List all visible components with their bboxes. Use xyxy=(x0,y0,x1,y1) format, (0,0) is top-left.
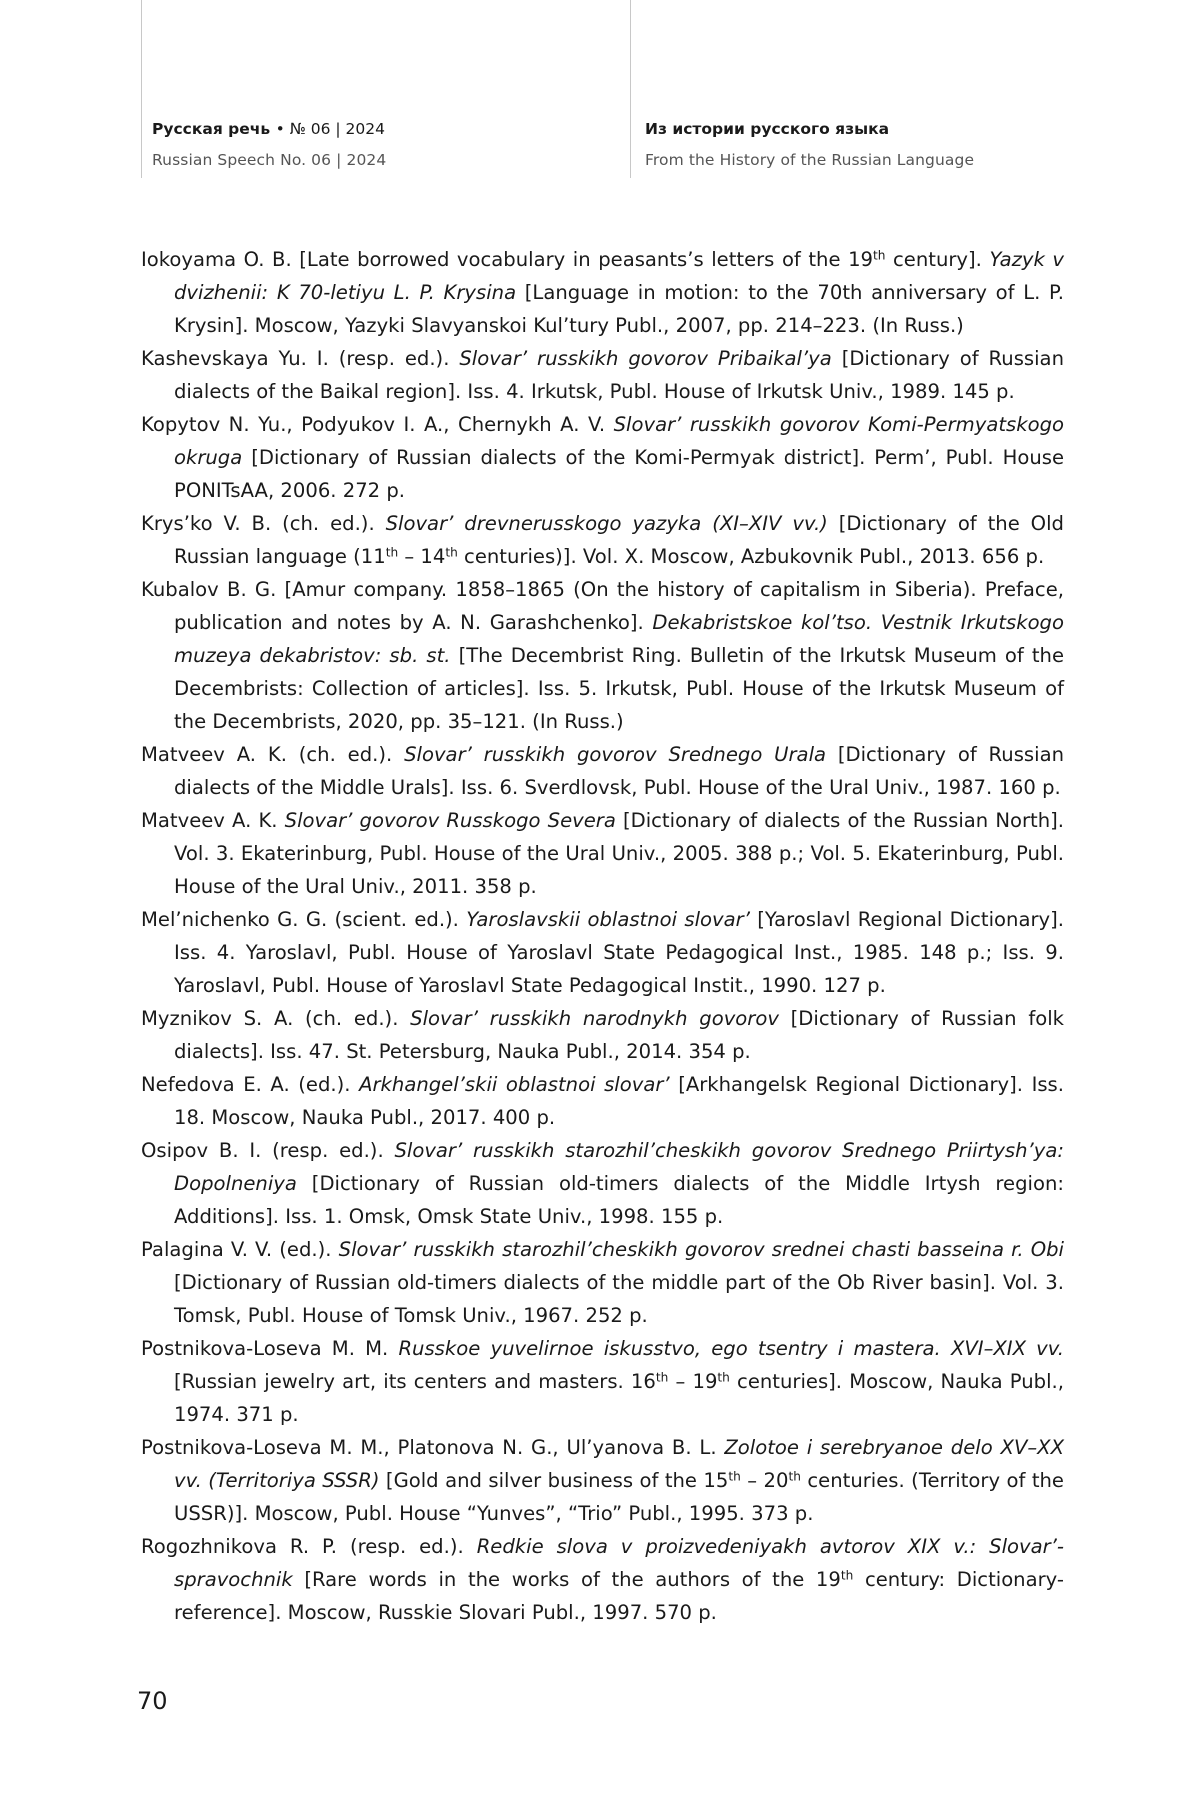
reference-entry xyxy=(141,342,1064,408)
reference-author: Kashevskaya Yu. I. (resp. ed.). xyxy=(141,347,460,370)
reference-text: century: Dictionary-reference]. Moscow, Russkie Slovari Publ., 1997. 570 p. xyxy=(174,1568,1064,1624)
header-divider-right xyxy=(630,0,631,178)
reference-author: Myznikov S. A. (ch. ed.). xyxy=(141,1007,411,1030)
superscript: th xyxy=(655,1370,669,1385)
reference-entry xyxy=(141,903,1064,1002)
reference-author: Kubalov B. G. [Amur company. 1858–1865 (On the history of capitalism in Siberia). Preface, publication and notes by A. N. Garashchenko]. xyxy=(141,578,1064,634)
reference-title: Slovar’ russkikh starozhil’cheskikh govorov Srednego Priirtysh’ya: Dopolneniya xyxy=(174,1139,1064,1195)
reference-title: Slovar’ russkikh narodnykh govorov xyxy=(410,1007,779,1030)
reference-text: – 20 xyxy=(740,1469,789,1492)
reference-text: [Rare words in the works of the authors of the 19 xyxy=(292,1568,841,1591)
superscript: th xyxy=(717,1370,730,1385)
journal-title-ru: Русская речь • № 06 | 2024 xyxy=(152,120,385,138)
section-title-ru: Из истории русского языка xyxy=(645,120,890,138)
reference-text: [Russian jewelry art, its centers and masters. 16 xyxy=(174,1370,656,1393)
reference-title: Slovar’ drevnerusskogo yazyka (XI–XIV vv.) xyxy=(385,512,828,535)
reference-entry xyxy=(141,1233,1064,1332)
reference-text: [Yaroslavl Regional Dictionary]. Iss. 4. Yaroslavl, Publ. House of Yaroslavl State Pedagogical Inst., 1985. 148 p.; Iss. 9. Yaroslavl, Publ. House of Yaroslavl State Pedagogical Instit., 1990. 127 p. xyxy=(174,908,1064,997)
reference-title: Yaroslavskii oblastnoi slovar’ xyxy=(466,908,750,931)
reference-author: Nefedova E. A. (ed.). xyxy=(141,1073,360,1096)
reference-author: Kopytov N. Yu., Podyukov I. A., Chernykh A. V. xyxy=(141,413,614,436)
reference-entry xyxy=(141,507,1064,573)
reference-text: [Dictionary of Russian dialects of the Middle Urals]. Iss. 6. Sverdlovsk, Publ. House of the Ural Univ., 1987. 160 p. xyxy=(174,743,1064,799)
reference-text: centuries. (Territory of the USSR)]. Moscow, Publ. House “Yunves”, “Trio” Publ., 1995. 373 p. xyxy=(174,1469,1064,1525)
reference-title: Redkie slova v proizvedeniyakh avtorov XIX v.: Slovar’-spravochnik xyxy=(174,1535,1064,1591)
reference-author: Iokoyama O. B. [Late borrowed vocabulary in peasants’s letters of the 19 xyxy=(141,248,874,271)
reference-author: Rogozhnikova R. P. (resp. ed.). xyxy=(141,1535,477,1558)
reference-text: [Dictionary of the Old Russian language (11 xyxy=(174,512,1064,568)
header-divider-left xyxy=(141,0,142,178)
reference-entry xyxy=(141,1134,1064,1233)
reference-title: Slovar’ russkikh govorov Komi-Permyatskogo okruga xyxy=(174,413,1064,469)
superscript: th xyxy=(840,1568,854,1583)
reference-title: Slovar’ govorov Russkogo Severa xyxy=(284,809,616,832)
reference-text: [Dictionary of Russian folk dialects]. Iss. 47. St. Petersburg, Nauka Publ., 2014. 354 p. xyxy=(174,1007,1064,1063)
reference-entry xyxy=(141,1068,1064,1134)
reference-author: Osipov B. I. (resp. ed.). xyxy=(141,1139,395,1162)
section-title-en: From the History of the Russian Language xyxy=(645,150,975,169)
reference-entry xyxy=(141,1002,1064,1068)
journal-issue: № 06 | 2024 xyxy=(289,120,385,138)
reference-text: [Dictionary of dialects of the Russian North]. Vol. 3. Ekaterinburg, Publ. House of the Ural Univ., 2005. 388 p.; Vol. 5. Ekaterinburg, Publ. House of the Ural Univ., 2011. 358 p. xyxy=(174,809,1064,898)
journal-name: Русская речь xyxy=(152,120,271,138)
reference-text: centuries)]. Vol. X. Moscow, Azbukovnik Publ., 2013. 656 p. xyxy=(457,545,1045,568)
reference-text: [Dictionary of Russian dialects of the Komi-Permyak district]. Perm’, Publ. House PONITsAA, 2006. 272 p. xyxy=(174,446,1064,502)
reference-text: – 14 xyxy=(398,545,446,568)
reference-title: Slovar’ russkikh starozhil’cheskikh govorov srednei chasti basseina r. Obi xyxy=(338,1238,1064,1261)
reference-entry xyxy=(141,738,1064,804)
reference-entry xyxy=(141,1332,1064,1431)
reference-entry xyxy=(141,573,1064,738)
reference-title: Zolotoe i serebryanoe delo XV–XX vv. (Territoriya SSSR) xyxy=(174,1436,1064,1492)
reference-author: Matveev A. K. (ch. ed.). xyxy=(141,743,405,766)
reference-entry xyxy=(141,1530,1064,1629)
reference-title: Arkhangel’skii oblastnoi slovar’ xyxy=(359,1073,670,1096)
reference-title: Slovar’ russkikh govorov Pribaikal’ya xyxy=(459,347,832,370)
reference-author: Postnikova-Loseva M. M. xyxy=(141,1337,399,1360)
reference-text: [Gold and silver business of the 15 xyxy=(379,1469,729,1492)
reference-text: [Dictionary of Russian old-timers dialects of the middle part of the Ob River basin]. Vol. 3. Tomsk, Publ. House of Tomsk Univ., 1967. 252 p. xyxy=(174,1271,1064,1327)
reference-text: – 19 xyxy=(668,1370,718,1393)
journal-title-en: Russian Speech No. 06 | 2024 xyxy=(152,150,387,169)
superscript: th xyxy=(788,1469,801,1484)
reference-author: Mel’nichenko G. G. (scient. ed.). xyxy=(141,908,467,931)
superscript: th xyxy=(385,545,399,560)
reference-entry xyxy=(141,243,1064,342)
reference-author: Krys’ko V. B. (ch. ed.). xyxy=(141,512,386,535)
journal-header xyxy=(152,122,386,168)
reference-entry xyxy=(141,1431,1064,1530)
reference-author: Postnikova-Loseva M. M., Platonova N. G., Ul’yanova B. L. xyxy=(141,1436,725,1459)
page-number: 70 xyxy=(137,1687,168,1715)
reference-text: [Language in motion: to the 70th anniversary of L. P. Krysin]. Moscow, Yazyki Slavyanskoi Kul’tury Publ., 2007, pp. 214–223. (In Russ.) xyxy=(174,281,1065,337)
reference-title: Yazyk v dvizhenii: K 70-letiyu L. P. Krysina xyxy=(174,248,1064,304)
reference-author: Palagina V. V. (ed.). xyxy=(141,1238,339,1261)
superscript: th xyxy=(728,1469,741,1484)
superscript: th xyxy=(873,248,886,263)
reference-title: Russkoe yuvelirnoe iskusstvo, ego tsentry i mastera. XVI–XIX vv. xyxy=(398,1337,1065,1360)
superscript: th xyxy=(445,545,458,560)
reference-text: [Arkhangelsk Regional Dictionary]. Iss. 18. Moscow, Nauka Publ., 2017. 400 p. xyxy=(174,1073,1064,1129)
reference-title: Slovar’ russkikh govorov Srednego Urala xyxy=(404,743,827,766)
reference-text: century]. xyxy=(885,248,990,271)
section-header xyxy=(645,122,974,168)
reference-author: Matveev A. K. xyxy=(141,809,285,832)
reference-text: centuries]. Moscow, Nauka Publ., 1974. 371 p. xyxy=(174,1370,1064,1426)
reference-text: [The Decembrist Ring. Bulletin of the Irkutsk Museum of the Decembrists: Collection of articles]. Iss. 5. Irkutsk, Publ. House of the Irkutsk Museum of the Decembrists, 2020, pp. 35–121. (In Russ.) xyxy=(174,644,1065,733)
reference-list xyxy=(141,243,1064,1629)
reference-title: Dekabristskoe kol’tso. Vestnik Irkutskogo muzeya dekabristov: sb. st. xyxy=(174,611,1064,667)
reference-entry xyxy=(141,804,1064,903)
reference-text: [Dictionary of Russian old-timers dialects of the Middle Irtysh region: Additions]. Iss. 1. Omsk, Omsk State Univ., 1998. 155 p. xyxy=(174,1172,1064,1228)
reference-entry xyxy=(141,408,1064,507)
reference-text: [Dictionary of Russian dialects of the Baikal region]. Iss. 4. Irkutsk, Publ. House of Irkutsk Univ., 1989. 145 p. xyxy=(174,347,1064,403)
